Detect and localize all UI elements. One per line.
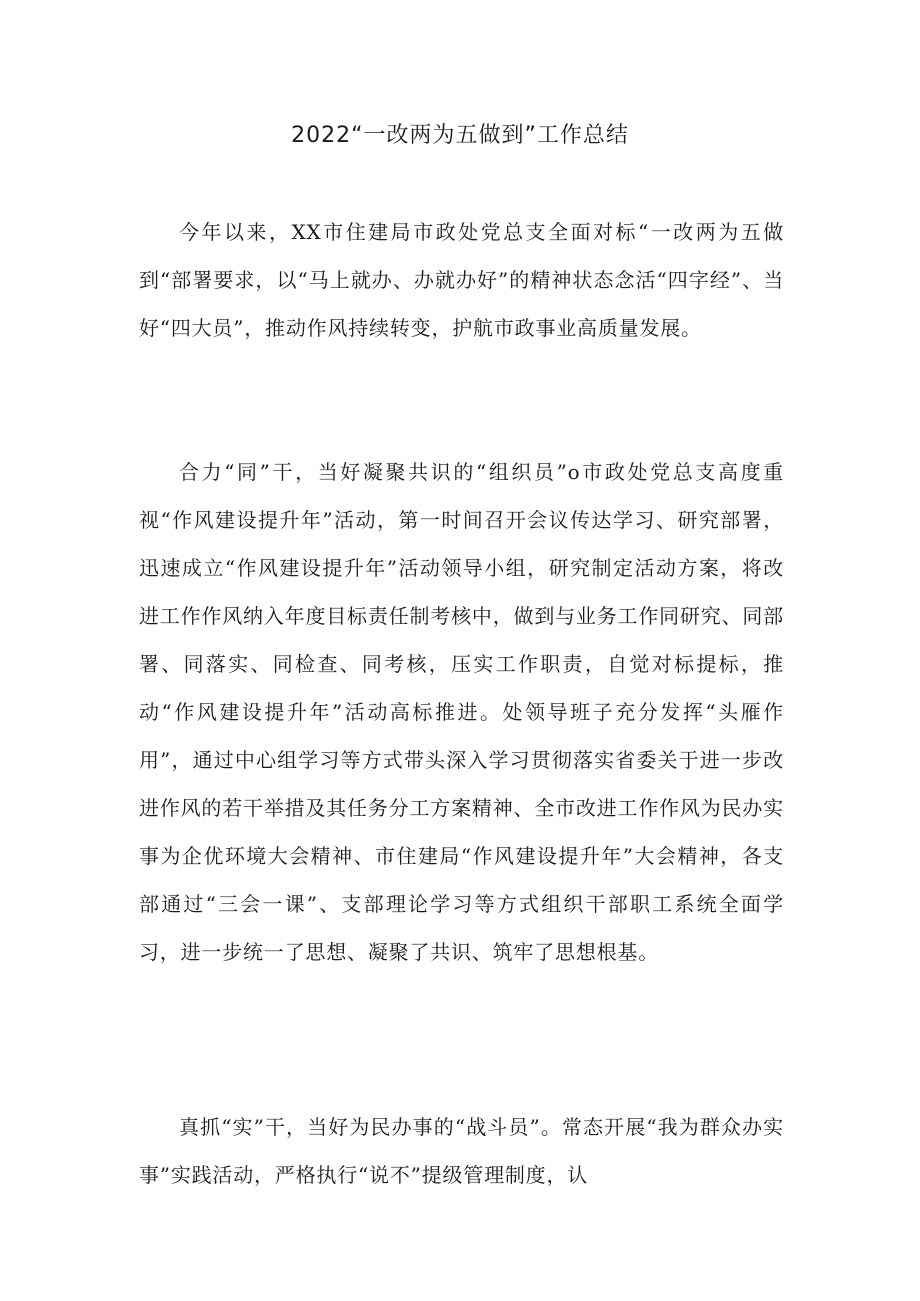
paragraph-intro: 今年以来，XX市住建局市政处党总支全面对标“一改两为五做到“部署要求，以“马上就办、办就办好”的精神状态念活“四字经”、当好“四大员”，推动作风持续转变，护航市政事业高质量发展。 — [139, 220, 784, 340]
paragraph-organizer: 合力“同”干，当好凝聚共识的“组织员”o市政处党总支高度重视“作风建设提升年”活动，第一时间召开会议传达学习、研究部署，迅速成立“作风建设提升年”活动领导小组，研究制定活动方案，将改进工作作风纳入年度目标责任制考核中，做到与业务工作同研究、同部署、同落实、同检查、同考核，压实工作职责，自觉对标提标，推动“作风建设提升年”活动高标推进。处领导班子充分发挥“头雁作用”，通过中心组学习等方式带头深入学习贯彻落实省委关于进一步改进作风的若干举措及其任务分工方案精神、全市改进工作作风为民办实事为企优环境大会精神、市住建局“作风建设提升年”大会精神，各支部通过“三会一课”、支部理论学习等方式组织干部职工系统全面学习，进一步统一了思想、凝聚了共识、筑牢了思想根基。 — [139, 460, 784, 964]
paragraph-fighter: 真抓“实”干，当好为民办事的“战斗员”。常态开展“我为群众办实事”实践活动，严格执行“说不”提级管理制度，认 — [139, 1115, 784, 1187]
document-title: 2022“一改两为五做到”工作总结 — [291, 123, 629, 148]
